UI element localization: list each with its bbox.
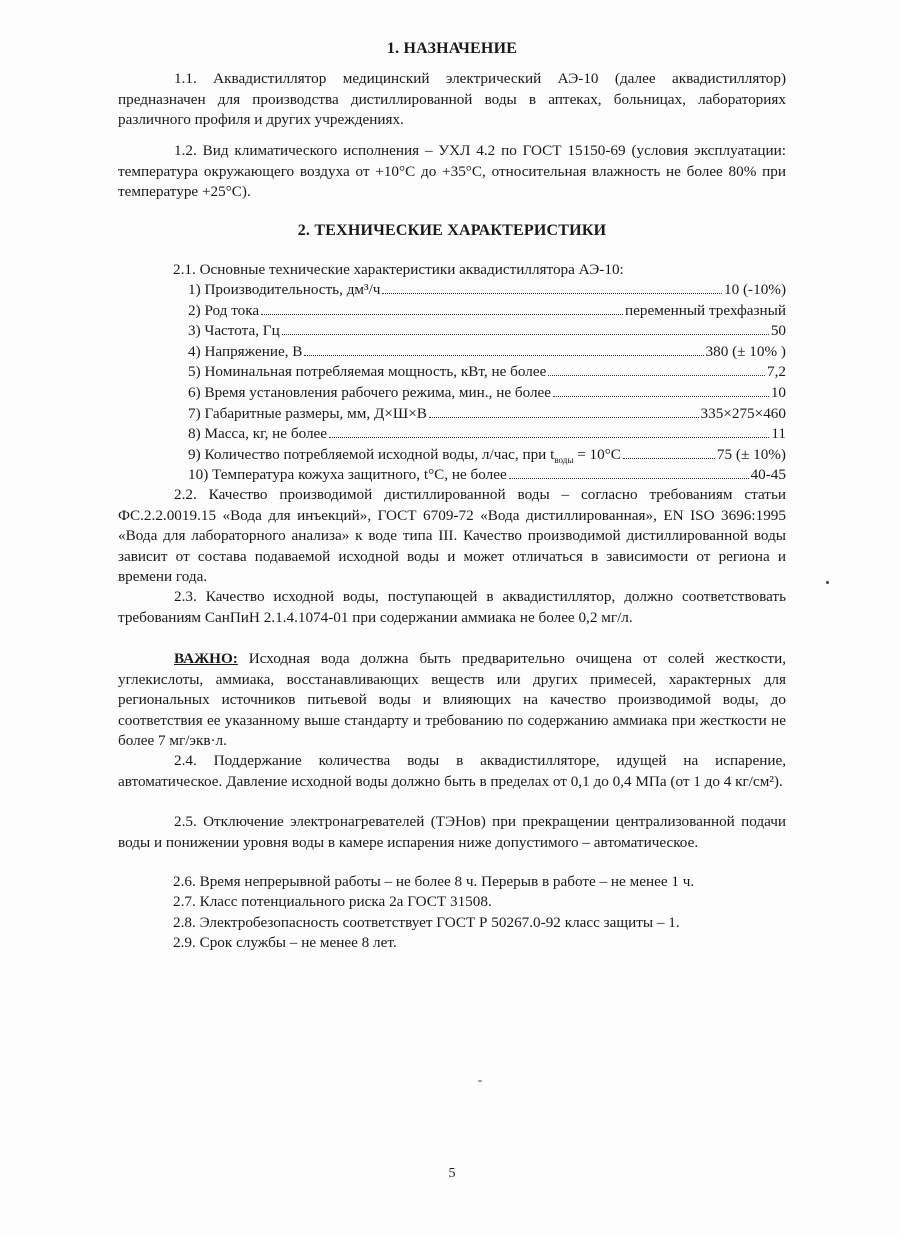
spec-label: 5) Номинальная потребляемая мощность, кВт, не более xyxy=(188,363,547,381)
scan-speck xyxy=(826,581,829,584)
spec-value: 50 xyxy=(770,322,786,340)
spec-row xyxy=(188,301,786,322)
important-note xyxy=(118,649,786,752)
paragraph-1-2: 1.2. Вид климатического исполнения – УХЛ 4.2 по ГОСТ 15150-69 (условия эксплуатации: температура окружающего воздуха от +10°С до +35°С, относительная влажность не более 80% при температуре +25°С). xyxy=(118,142,786,201)
spec-label-subscript: воды xyxy=(554,454,574,465)
paragraph-2-8: 2.8. Электробезопасность соответствует ГОСТ Р 50267.0-92 класс защиты – 1. xyxy=(173,914,680,931)
spec-label: 1) Производительность, дм³/ч xyxy=(188,281,381,298)
spec-value: переменный трехфазный xyxy=(625,301,786,319)
paragraph-1-1: 1.1. Аквадистиллятор медицинский электрический АЭ-10 (далее аквадистиллятор) предназначен для производства дистиллированной воды в аптеках, больницах, лабораториях различного профиля и других учреждениях. xyxy=(118,70,786,129)
spec-row xyxy=(188,445,786,466)
spec-value: 10 xyxy=(770,383,786,401)
spec-row xyxy=(188,342,786,363)
spec-label: 7) Габаритные размеры, мм, Д×Ш×В xyxy=(188,404,427,422)
paragraph-2-7: 2.7. Класс потенциального риска 2а ГОСТ 31508. xyxy=(173,893,492,910)
important-label: ВАЖНО: xyxy=(174,650,238,667)
spec-value: 335×275×460 xyxy=(700,404,786,422)
spec-label: 2) Род тока xyxy=(188,301,260,319)
specs-list xyxy=(188,280,786,486)
spec-label: 6) Время установления рабочего режима, мин., не более xyxy=(188,383,552,401)
page-number: 5 xyxy=(448,1166,456,1181)
spec-label: 10) Температура кожуха защитного, t°С, не более xyxy=(188,466,507,484)
paragraph-2-9: 2.9. Срок службы – не менее 8 лет. xyxy=(173,934,397,951)
paragraph-2-5: 2.5. Отключение электронагревателей (ТЭНов) при прекращении централизованной подачи воды и понижении уровня воды в камере испарения ниже допустимого – автоматическое. xyxy=(118,813,786,851)
spec-row xyxy=(188,383,786,404)
spec-label-text: 9) Количество потребляемой исходной воды, л/час, при t xyxy=(188,445,555,463)
spec-label-tail: = 10°С xyxy=(573,445,621,463)
spec-label: 8) Масса, кг, не более xyxy=(188,425,328,443)
spec-row xyxy=(188,362,786,383)
section-1-heading: 1. НАЗНАЧЕНИЕ xyxy=(386,40,518,57)
spec-value: 7,2 xyxy=(767,363,786,381)
scan-speck xyxy=(478,1080,482,1082)
spec-value: 10 (-10%) xyxy=(724,281,786,298)
paragraph-2-6: 2.6. Время непрерывной работы – не более 8 ч. Перерыв в работе – не менее 1 ч. xyxy=(173,873,695,890)
paragraph-2-3: 2.3. Качество исходной воды, поступающей в аквадистиллятор, должно соответствовать требованиям СанПиН 2.1.4.1074-01 при содержании аммиака не более 0,2 мг/л. xyxy=(118,588,786,626)
spec-row xyxy=(188,465,786,486)
spec-row xyxy=(188,280,786,301)
spec-row xyxy=(188,424,786,445)
spec-value: 40-45 xyxy=(750,466,786,484)
spec-value: 75 (± 10%) xyxy=(716,445,786,463)
specs-intro: 2.1. Основные технические характеристики аквадистиллятора АЭ-10: xyxy=(173,261,624,278)
spec-row xyxy=(188,404,786,425)
spec-label: 4) Напряжение, В xyxy=(188,342,303,360)
spec-value: 11 xyxy=(771,425,786,443)
section-2-heading: 2. ТЕХНИЧЕСКИЕ ХАРАКТЕРИСТИКИ xyxy=(297,222,607,239)
important-text: Исходная вода должна быть предварительно очищена от солей жесткости, углекислоты, аммиака, восстанавливающих веществ или других примесей, характерных для региональных источников питьевой воды и влияющих на качество производимой воды, до соответствия ее указанному выше стандарту и требованию по содержанию аммиака при жесткости не более 7 мг/экв·л. xyxy=(118,650,786,750)
paragraph-2-2: 2.2. Качество производимой дистиллированной воды – согласно требованиям статьи ФС.2.2.0019.15 «Вода для инъекций», ГОСТ 6709-72 «Вода дистиллированная», EN ISO 3696:1995 «Вода для лабораторного анализа» к воде типа III. Качество производимой дистиллированной воды зависит от состава подаваемой исходной воды и может отличаться в зависимости от региона и времени года. xyxy=(118,486,786,586)
paragraph-2-4: 2.4. Поддержание количества воды в аквадистилляторе, идущей на испарение, автоматическое. Давление исходной воды должно быть в пределах от 0,1 до 0,4 МПа (от 1 до 4 кг/см²). xyxy=(118,752,786,790)
spec-value: 380 (± 10% ) xyxy=(705,342,786,360)
spec-row xyxy=(188,321,786,342)
spec-label: 3) Частота, Гц xyxy=(188,322,280,340)
